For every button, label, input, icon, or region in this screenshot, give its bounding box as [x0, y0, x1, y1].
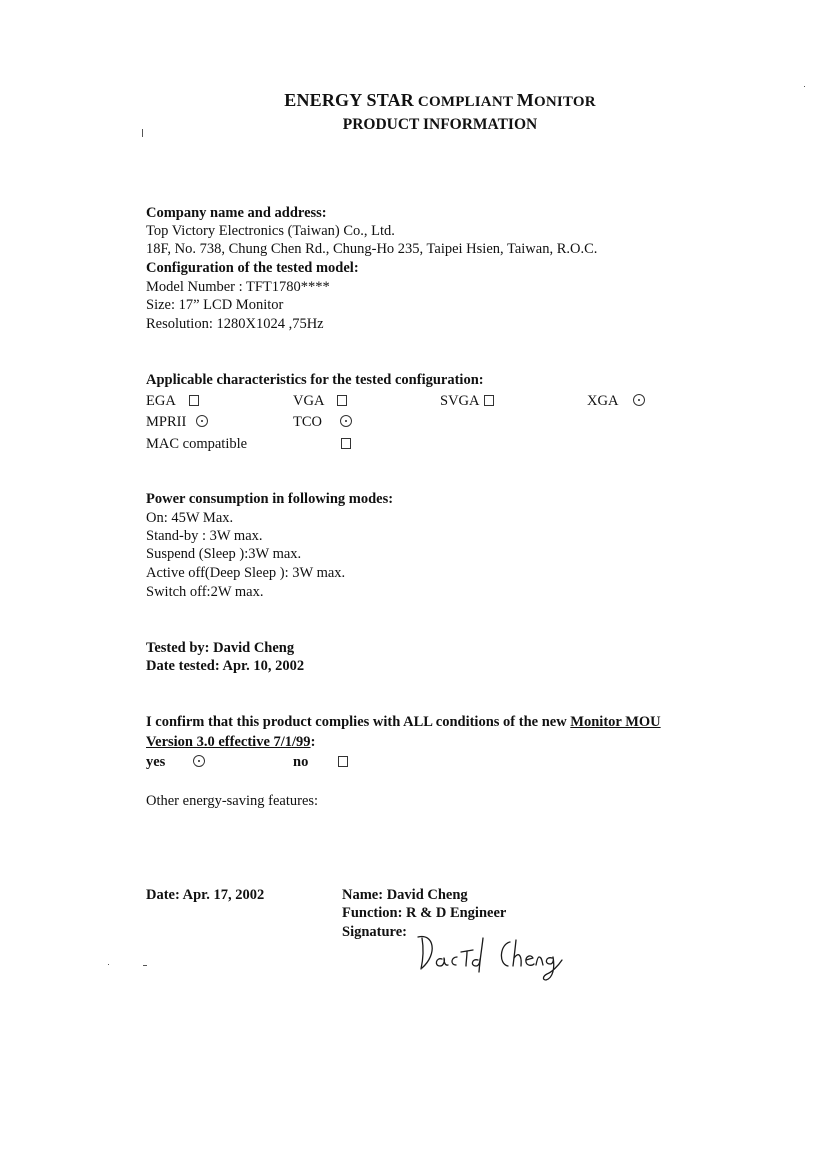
characteristic-svga: SVGA	[440, 392, 494, 410]
scan-speck	[804, 86, 805, 87]
scan-speck	[142, 129, 143, 137]
title-energy-star: ENERGY STAR	[284, 90, 414, 110]
footer-signature-label: Signature:	[342, 924, 407, 940]
checked-circle-icon	[340, 415, 352, 427]
confirm-yes: yes	[146, 753, 205, 771]
configuration-heading: Configuration of the tested model:	[146, 260, 359, 276]
checkbox-empty-icon	[484, 395, 494, 406]
power-mode-active-off: Active off(Deep Sleep ): 3W max.	[146, 565, 346, 581]
scan-speck	[143, 965, 147, 966]
power-heading: Power consumption in following modes:	[146, 491, 394, 507]
checkbox-empty-icon	[338, 756, 348, 767]
checked-circle-icon	[193, 755, 205, 767]
characteristic-mprii: MPRII	[146, 413, 208, 431]
title-m: M	[516, 90, 534, 110]
monitor-mou-link: Monitor MOU	[570, 714, 661, 730]
company-heading: Company name and address:	[146, 205, 327, 221]
title-onitor: ONITOR	[533, 94, 596, 110]
confirm-no: no	[293, 753, 348, 771]
footer-name: Name: David Cheng	[342, 887, 468, 903]
checked-circle-icon	[196, 415, 208, 427]
footer-date: Date: Apr. 17, 2002	[146, 887, 265, 903]
date-tested: Date tested: Apr. 10, 2002	[146, 658, 305, 674]
version-link: Version 3.0 effective 7/1/99	[146, 734, 311, 750]
characteristic-mac: MAC compatible	[146, 436, 248, 452]
characteristics-heading: Applicable characteristics for the tested configuration:	[146, 372, 484, 388]
confirmation-version: Version 3.0 effective 7/1/99:	[146, 734, 316, 750]
company-address: 18F, No. 738, Chung Chen Rd., Chung-Ho 235, Taipei Hsien, Taiwan, R.O.C.	[146, 241, 598, 257]
monitor-size: Size: 17” LCD Monitor	[146, 297, 284, 313]
power-mode-switch-off: Switch off:2W max.	[146, 584, 264, 600]
characteristic-vga: VGA	[293, 392, 347, 410]
scan-speck	[108, 964, 109, 965]
checked-circle-icon	[633, 394, 645, 406]
characteristic-mac-box	[341, 435, 351, 453]
tested-by: Tested by: David Cheng	[146, 640, 295, 656]
power-mode-standby: Stand-by : 3W max.	[146, 528, 263, 544]
characteristic-tco: TCO	[293, 413, 352, 431]
company-name: Top Victory Electronics (Taiwan) Co., Ltd.	[146, 223, 395, 239]
characteristic-ega: EGA	[146, 392, 199, 410]
monitor-resolution: Resolution: 1280X1024 ,75Hz	[146, 316, 324, 332]
handwritten-signature	[412, 924, 572, 984]
power-mode-suspend: Suspend (Sleep ):3W max.	[146, 546, 302, 562]
model-number: Model Number : TFT1780****	[146, 279, 330, 295]
characteristic-xga: XGA	[587, 392, 645, 410]
checkbox-empty-icon	[341, 438, 351, 449]
checkbox-empty-icon	[337, 395, 347, 406]
checkbox-empty-icon	[189, 395, 199, 406]
title-compliant: COMPLIANT	[413, 94, 517, 110]
confirmation-text: I confirm that this product complies with ALL conditions of the new Monitor MOU	[146, 714, 661, 730]
power-mode-on: On: 45W Max.	[146, 510, 234, 526]
document-title	[0, 90, 818, 111]
other-features: Other energy-saving features:	[146, 793, 319, 809]
document-subtitle: PRODUCT INFORMATION	[342, 116, 538, 133]
footer-function: Function: R & D Engineer	[342, 905, 507, 921]
